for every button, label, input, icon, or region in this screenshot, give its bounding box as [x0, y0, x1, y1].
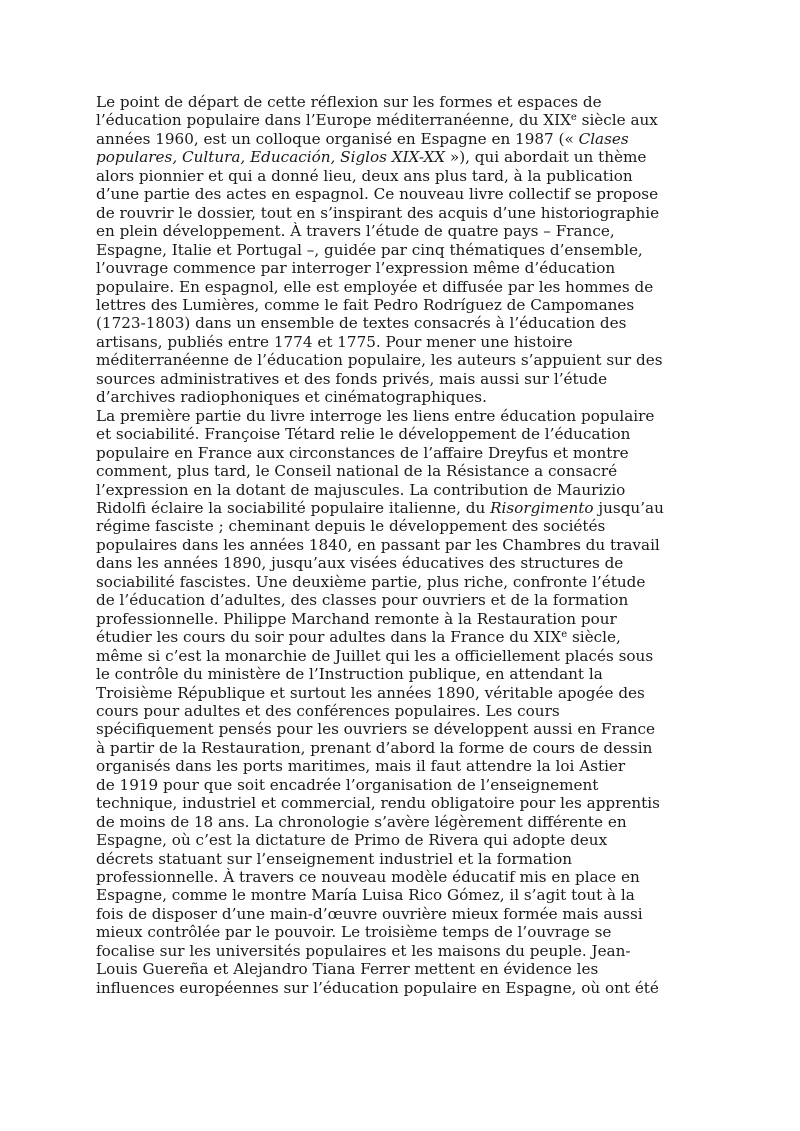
text-segment: jusqu’au: [593, 498, 664, 517]
text-segment: même si c’est la monarchie de Juillet qui les a officiellement placés sous: [96, 646, 654, 665]
text-segment: Espagne, comme le montre María Luisa Rico Gómez, il s’agit tout à la: [96, 886, 635, 905]
text-segment: de l’éducation d’adultes, des classes pour ouvriers et de la formation: [96, 591, 629, 610]
text-line: [96, 222, 708, 240]
text-segment: fois de disposer d’une main-d’œuvre ouvrière mieux formée mais aussi: [96, 904, 643, 923]
text-line: [96, 425, 708, 443]
text-line: [96, 259, 708, 277]
text-segment: professionnelle. À travers ce nouveau modèle éducatif mis en place en: [96, 868, 640, 887]
text-segment: d’une partie des actes en espagnol. Ce nouveau livre collectif se propose: [96, 185, 659, 204]
text-line: [96, 813, 708, 831]
text-line: [96, 241, 708, 259]
italic-text: populares, Cultura, Educación, Siglos XIX-XX: [96, 148, 446, 167]
text-line: [96, 481, 708, 499]
text-line: [96, 499, 708, 517]
text-line: [96, 850, 708, 868]
text-segment: de moins de 18 ans. La chronologie s’avère légèrement différente en: [96, 812, 627, 831]
text-segment: Louis Guereña et Alejandro Tiana Ferrer mettent en évidence les: [96, 960, 599, 979]
italic-text: Risorgimento: [490, 498, 594, 517]
text-segment: l’expression en la dotant de majuscules. La contribution de Maurizio: [96, 480, 626, 499]
text-segment: influences européennes sur l’éducation populaire en Espagne, où ont été: [96, 978, 659, 997]
text-line: [96, 517, 708, 535]
text-line: [96, 868, 708, 886]
text-line: [96, 591, 708, 609]
text-segment: l’ouvrage commence par interroger l’expression même d’éducation: [96, 259, 616, 278]
text-segment: populaire. En espagnol, elle est employée et diffusée par les hommes de: [96, 277, 654, 296]
text-segment: professionnelle. Philippe Marchand remonte à la Restauration pour: [96, 609, 617, 628]
text-line: [96, 720, 708, 738]
text-line: [96, 647, 708, 665]
text-line: [96, 942, 708, 960]
body-paragraph: [96, 407, 708, 998]
text-line: [96, 167, 708, 185]
text-segment: »), qui abordait un thème: [445, 148, 647, 167]
text-line: [96, 185, 708, 203]
text-segment: Le point de départ de cette réflexion sur les formes et espaces de: [96, 93, 602, 111]
text-line: [96, 554, 708, 572]
text-segment: et sociabilité. Françoise Tétard relie le développement de l’éducation: [96, 425, 631, 444]
text-segment: siècle,: [567, 628, 621, 647]
text-segment: à partir de la Restauration, prenant d’abord la forme de cours de dessin: [96, 738, 653, 757]
text-line: [96, 794, 708, 812]
text-line: [96, 610, 708, 628]
text-line: [96, 536, 708, 554]
text-segment: Espagne, où c’est la dictature de Primo de Rivera qui adopte deux: [96, 831, 608, 850]
text-segment: sources administratives et des fonds privés, mais aussi sur l’étude: [96, 369, 608, 388]
text-segment: cours pour adultes et des conférences populaires. Les cours: [96, 701, 560, 720]
italic-text: Clases: [578, 129, 629, 148]
text-segment: étudier les cours du soir pour adultes dans la France du XIX: [96, 628, 562, 647]
text-segment: technique, industriel et commercial, rendu obligatoire pour les apprentis: [96, 794, 660, 813]
text-segment: le contrôle du ministère de l’Instruction publique, en attendant la: [96, 665, 603, 684]
text-segment: La première partie du livre interroge les liens entre éducation populaire: [96, 406, 655, 425]
text-segment: (1723-1803) dans un ensemble de textes consacrés à l’éducation des: [96, 314, 627, 333]
text-segment: années 1960, est un colloque organisé en Espagne en 1987 («: [96, 129, 579, 148]
text-segment: mieux contrôlée par le pouvoir. Le troisième temps de l’ouvrage se: [96, 923, 612, 942]
text-line: [96, 979, 708, 997]
text-segment: siècle aux: [576, 111, 658, 130]
text-line: [96, 923, 708, 941]
text-line: [96, 148, 708, 166]
text-segment: comment, plus tard, le Conseil national de la Résistance a consacré: [96, 462, 618, 481]
text-line: [96, 314, 708, 332]
text-segment: lettres des Lumières, comme le fait Pedro Rodríguez de Campomanes: [96, 295, 635, 314]
text-line: [96, 831, 708, 849]
superscript: e: [561, 629, 568, 641]
text-line: [96, 388, 708, 406]
text-segment: focalise sur les universités populaires et les maisons du peuple. Jean-: [96, 941, 631, 960]
text-line: [96, 444, 708, 462]
text-line: [96, 296, 708, 314]
text-line: [96, 407, 708, 425]
text-line: [96, 130, 708, 148]
text-segment: organisés dans les ports maritimes, mais il faut attendre la loi Astier: [96, 757, 626, 776]
text-line: [96, 628, 708, 646]
text-line: [96, 757, 708, 775]
text-segment: spécifiquement pensés pour les ouvriers se développent aussi en France: [96, 720, 656, 739]
text-segment: régime fasciste ; cheminant depuis le développement des sociétés: [96, 517, 606, 536]
body-paragraph: [96, 93, 708, 407]
text-segment: méditerranéenne de l’éducation populaire, les auteurs s’appuient sur des: [96, 351, 663, 370]
text-segment: Ridolfi éclaire la sociabilité populaire italienne, du: [96, 498, 491, 517]
text-segment: en plein développement. À travers l’étude de quatre pays – France,: [96, 222, 615, 241]
text-line: [96, 111, 708, 129]
text-segment: l’éducation populaire dans l’Europe méditerranéenne, du XIX: [96, 111, 571, 130]
text-segment: artisans, publiés entre 1774 et 1775. Pour mener une histoire: [96, 332, 573, 351]
text-line: [96, 776, 708, 794]
text-segment: populaire en France aux circonstances de l’affaire Dreyfus et montre: [96, 443, 629, 462]
text-line: [96, 370, 708, 388]
text-line: [96, 93, 708, 111]
text-segment: sociabilité fascistes. Une deuxième partie, plus riche, confronte l’étude: [96, 572, 646, 591]
text-line: [96, 665, 708, 683]
text-segment: d’archives radiophoniques et cinématographiques.: [96, 388, 487, 407]
text-line: [96, 573, 708, 591]
text-segment: dans les années 1890, jusqu’aux visées éducatives des structures de: [96, 554, 624, 573]
text-line: [96, 204, 708, 222]
text-segment: décrets statuant sur l’enseignement industriel et la formation: [96, 849, 572, 868]
text-segment: de 1919 pour que soit encadrée l’organisation de l’enseignement: [96, 775, 599, 794]
text-line: [96, 905, 708, 923]
text-segment: Espagne, Italie et Portugal –, guidée par cinq thématiques d’ensemble,: [96, 240, 643, 259]
text-line: [96, 739, 708, 757]
text-line: [96, 684, 708, 702]
text-segment: Troisième République et surtout les années 1890, véritable apogée des: [96, 683, 645, 702]
text-segment: populaires dans les années 1840, en passant par les Chambres du travail: [96, 535, 660, 554]
text-line: [96, 462, 708, 480]
superscript: e: [570, 112, 577, 124]
text-line: [96, 351, 708, 369]
text-segment: alors pionnier et qui a donné lieu, deux ans plus tard, à la publication: [96, 166, 633, 185]
text-line: [96, 333, 708, 351]
text-line: [96, 702, 708, 720]
text-segment: de rouvrir le dossier, tout en s’inspirant des acquis d’une historiographie: [96, 203, 660, 222]
document-page: [96, 93, 708, 997]
text-line: [96, 960, 708, 978]
text-line: [96, 278, 708, 296]
text-line: [96, 886, 708, 904]
